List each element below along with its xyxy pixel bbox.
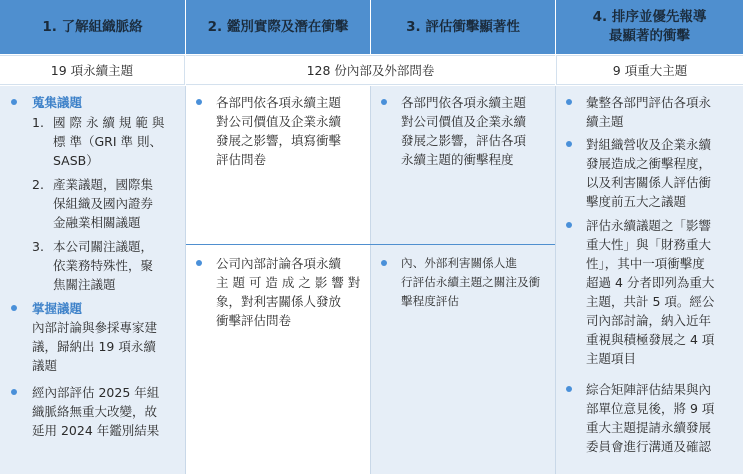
bullet-icon — [566, 386, 572, 392]
divider — [370, 86, 371, 474]
bullet-icon — [11, 99, 17, 105]
bullet-icon — [196, 260, 202, 266]
stakeholder-questionnaire-text: 公司內部討論各項永續 主 題 可 造 成 之 影 響 對 象，對利害關係人發放 衝擊評估問卷 — [216, 256, 361, 328]
bullet-icon — [566, 141, 572, 147]
stakeholder-assessment-text: 內、外部利害關係人進 行評估永續主題之關注及衝 擊程度評估 — [401, 256, 541, 308]
bullet-icon — [566, 99, 572, 105]
bullet-icon — [381, 260, 387, 266]
divider — [555, 86, 556, 474]
collect-topics-title: 蒐集議題 — [32, 95, 83, 110]
header-step-4: 4. 排序並優先報導 最顯著的衝擊 — [556, 0, 743, 54]
header-step-3: 3. 評估衝擊顯著性 — [371, 0, 555, 54]
assessment-note: 經內部評估 2025 年組 織脈絡無重大改變，故 延用 2024 年鑑別結果 — [32, 385, 160, 438]
row-divider — [186, 244, 555, 245]
bullet-icon — [381, 99, 387, 105]
materiality-text: 評估永續議題之「影響 重大性」與「財務重大 性」，其中一項衝擊度 超過 4 分者即列為重大 主題，共計 5 項。經公 司內部討論，納入近年 重視與積極發展之 4 項 主題項目 — [586, 218, 715, 366]
list-item: 本公司關注議題， 依業務特殊性，聚 焦關注議題 — [53, 239, 154, 292]
impact-assessment-text: 各部門依各項永續主題 對公司價值及企業永續 發展之影響，評估各項 永續主題的衝擊程度 — [401, 95, 527, 167]
bullet-icon — [566, 222, 572, 228]
list-number: 1. — [32, 115, 44, 130]
list-item: 產業議題，國際集 保組織及國內證券 金融業相關議題 — [53, 177, 154, 230]
summary-topics: 19 項永續主題 — [0, 55, 185, 85]
header-step-2: 2. 鑑別實際及潛在衝擊 — [186, 0, 370, 54]
grasp-topics-text: 內部討論與參採專家建 議，歸納出 19 項永續 議題 — [32, 320, 158, 373]
summary-material-topics: 9 項重大主題 — [556, 55, 743, 85]
dept-questionnaire-text: 各部門依各項永續主題 對公司價值及企業永續 發展之影響，填寫衝擊 評估問卷 — [216, 95, 342, 167]
impact-level-text: 對組織營收及企業永續 發展造成之衝擊程度， 以及利害關係人評估衝 擊度前五大之議題 — [586, 137, 712, 209]
list-number: 3. — [32, 239, 44, 254]
summary-text: 彙整各部門評估各項永 續主題 — [586, 95, 712, 129]
divider — [185, 86, 186, 474]
summary-questionnaires: 128 份內部及外部問卷 — [186, 55, 555, 85]
committee-confirmation-text: 綜合矩陣評估結果與內 部單位意見後，將 9 項 重大主題提請永續發展 委員會進行溝通及確認 — [586, 382, 715, 454]
list-number: 2. — [32, 177, 44, 192]
bullet-icon — [11, 389, 17, 395]
grasp-topics-title: 掌握議題 — [32, 301, 83, 316]
bullet-icon — [11, 305, 17, 311]
bullet-icon — [196, 99, 202, 105]
header-step-1: 1. 了解組織脈絡 — [0, 0, 185, 54]
list-item: 國 際 永 續 規 範 與 標 準（GRI 準 則、 SASB） — [53, 115, 165, 168]
